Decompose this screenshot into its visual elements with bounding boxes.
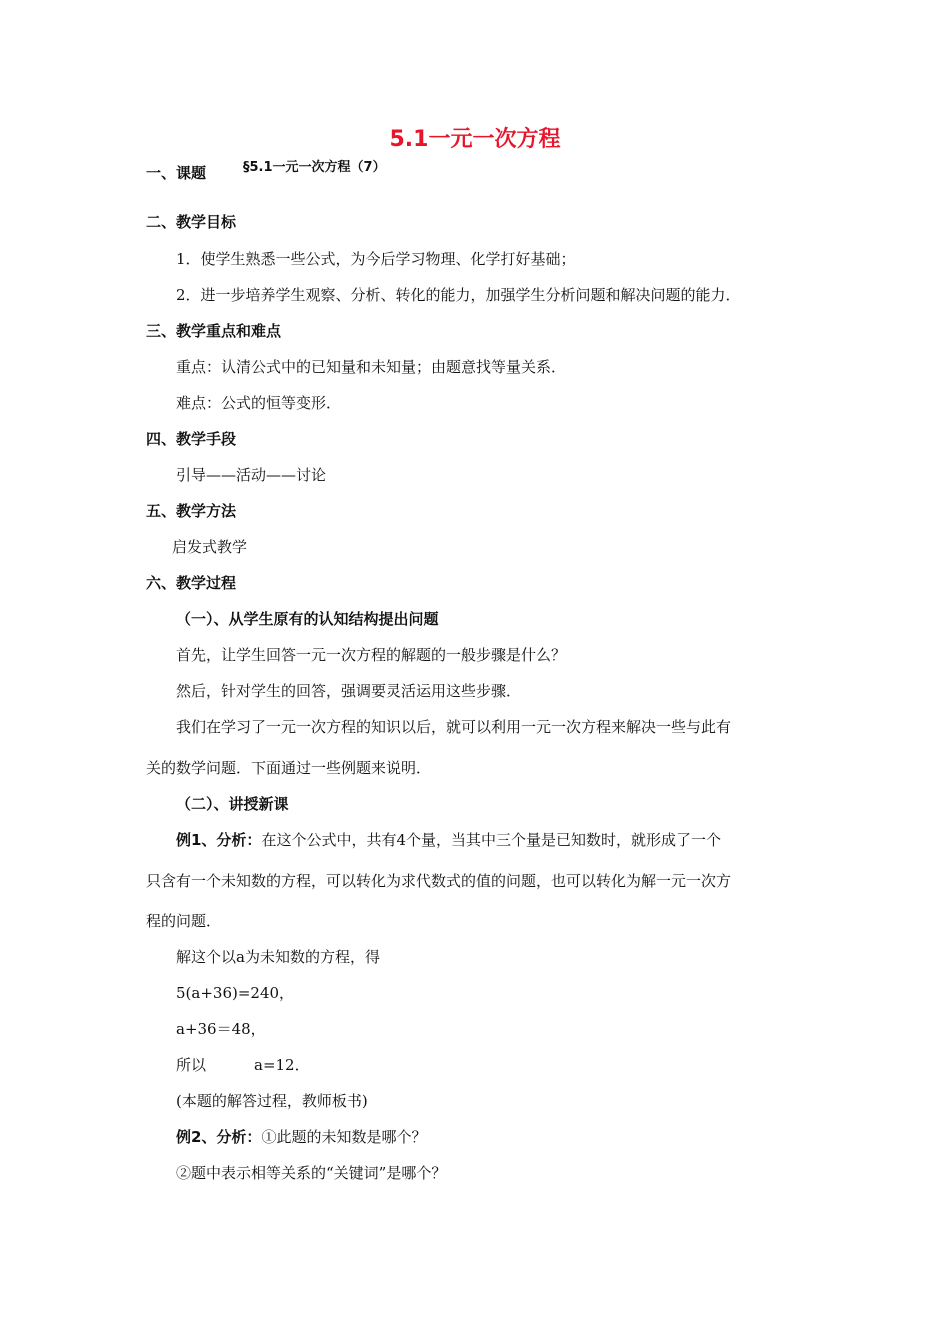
process-part1-p3-line1: 我们在学习了一元一次方程的知识以后，就可以利用一元一次方程来解决一些与此有 bbox=[176, 718, 732, 736]
method-text: 启发式教学 bbox=[172, 538, 248, 556]
solution-note: (本题的解答过程，教师板书) bbox=[176, 1092, 368, 1110]
process-part1-p1: 首先，让学生回答一元一次方程的解题的一般步骤是什么？ bbox=[176, 646, 567, 664]
section-topic-heading: 一、课题 bbox=[146, 164, 207, 182]
process-part1-heading: （一）、从学生原有的认知结构提出问题 bbox=[176, 610, 439, 628]
process-part1-p3-line2: 关的数学问题．下面通过一些例题来说明． bbox=[146, 759, 432, 777]
example1-text-1: 在这个公式中，共有4个量，当其中三个量是已知数时，就形成了一个 bbox=[261, 831, 721, 849]
section-objectives-heading: 二、教学目标 bbox=[146, 213, 237, 231]
equation-3-label: 所以 bbox=[176, 1056, 207, 1074]
example1-line2: 只含有一个未知数的方程，可以转化为求代数式的值的问题，也可以转化为解一元一次方 bbox=[146, 872, 732, 890]
section-method-heading: 五、教学方法 bbox=[146, 502, 237, 520]
process-part1-p2: 然后，针对学生的回答，强调要灵活运用这些步骤． bbox=[176, 682, 522, 700]
document-title: 5.1一元一次方程 bbox=[389, 127, 561, 152]
objective-item-2: 2．进一步培养学生观察、分析、转化的能力，加强学生分析问题和解决问题的能力． bbox=[176, 286, 741, 304]
example2-line1 bbox=[176, 1127, 426, 1147]
objective-item-1: 1．使学生熟悉一些公式，为今后学习物理、化学打好基础； bbox=[176, 250, 576, 268]
equation-2: a+36＝48， bbox=[176, 1020, 266, 1038]
example2-question-2: ②题中表示相等关系的“关键词”是哪个？ bbox=[176, 1164, 447, 1182]
topic-value: §5.1一元一次方程（7） bbox=[243, 160, 386, 175]
example1-line3: 程的问题． bbox=[146, 912, 222, 930]
keypoint-difficulty: 难点：公式的恒等变形． bbox=[176, 394, 342, 412]
equation-3-value: a=12． bbox=[254, 1056, 310, 1074]
equation-1: 5(a+36)=240， bbox=[176, 984, 295, 1002]
solve-intro: 解这个以a为未知数的方程，得 bbox=[176, 948, 380, 966]
example1-line1 bbox=[176, 830, 721, 850]
section-keypoints-heading: 三、教学重点和难点 bbox=[146, 322, 282, 340]
keypoint-focus: 重点：认清公式中的已知量和未知量；由题意找等量关系． bbox=[176, 358, 567, 376]
example2-question-1: ①此题的未知数是哪个？ bbox=[261, 1128, 427, 1146]
section-means-heading: 四、教学手段 bbox=[146, 430, 237, 448]
process-part2-heading: （二）、讲授新课 bbox=[176, 795, 289, 813]
example1-label: 例1、分析： bbox=[176, 831, 262, 849]
example2-label: 例2、分析： bbox=[176, 1128, 262, 1146]
means-text: 引导——活动——讨论 bbox=[176, 466, 327, 484]
section-process-heading: 六、教学过程 bbox=[146, 574, 237, 592]
